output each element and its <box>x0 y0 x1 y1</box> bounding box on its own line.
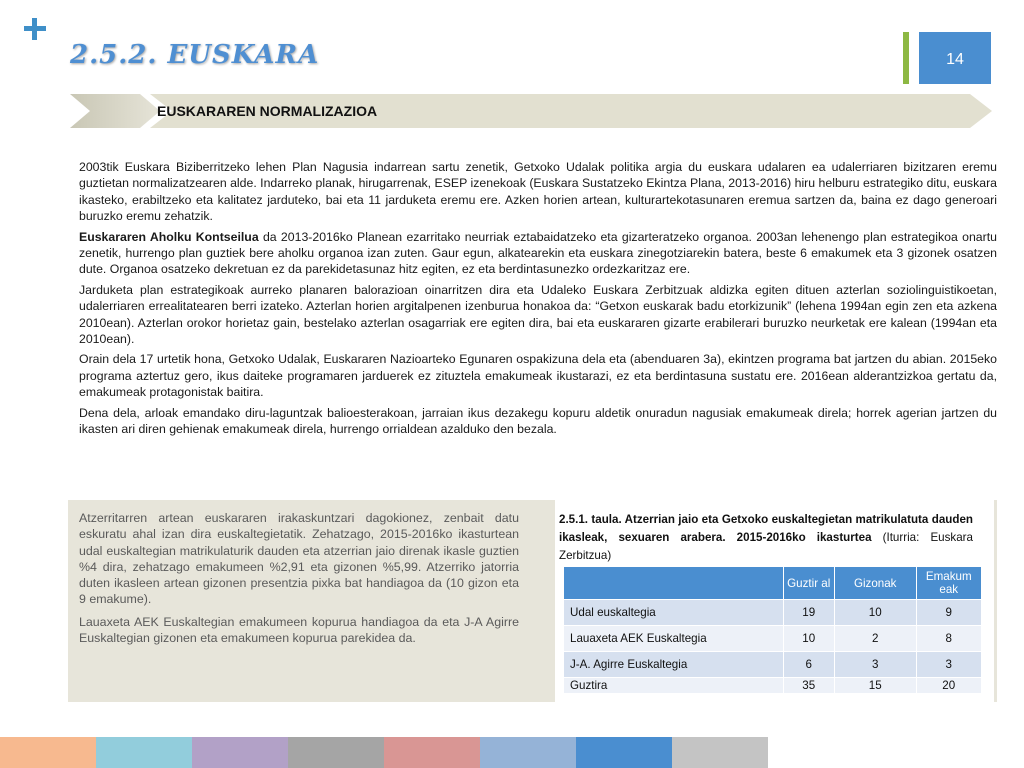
paragraph <box>79 229 997 278</box>
footer-color-block <box>384 737 480 768</box>
paragraph-text: da 2013-2016ko Planean ezarritako neurriak eztabaidatzeko eta gizarteratzeko organoa. 2003an lehenengo plan estrategikoa onartu zenetik, hurrengo plan guztiek bere aholku organoa izan zuten. Gaur egun, alkatearekin eta euskara zinegotziarekin batera, beste 6 emakumek eta 3 gizonek osatzen dute. Organoa osatzeko dekretuan ez da parekidetasunaz hitz egiten, ez eta berdintasunezko ordezkaritzaz ere. <box>79 229 997 277</box>
cell-women: 8 <box>916 626 982 652</box>
cell-name: Udal euskaltegia <box>564 600 784 626</box>
caption-source: (Iturria: Euskara Zerbitzua) <box>559 531 973 562</box>
paragraph: Jarduketa plan estrategikoak aurreko planaren balorazioan oinarritzen dira eta Udaleko Euskara Zerbitzuak aldizka egiten dituen azterlan soziolinguistikoetan, udalerriaren errealitatearen berri izateko. Azterlan horien argitalpenen izenburua honakoa da: “Getxon euskarak badu etorkizunik” (lehena 1994an egin zen eta azkena 2010ean). Azterlan orokor horietaz gain, bestelako azterlan osagarriak ere egiten dira, bai eta euskararen gizarte erabilerari buruzko neurketak ere kalean (1994an eta 2010ean). <box>79 282 997 347</box>
section-banner <box>70 94 992 128</box>
plus-icon <box>24 18 46 40</box>
students-table <box>563 566 982 694</box>
cell-men: 2 <box>834 626 916 652</box>
paragraph: Lauaxeta AEK Euskaltegian emakumeen kopurua handiagoa da eta J-A Agirre Euskaltegian gizonen eta emakumeen kopurua parekidea da. <box>79 614 519 646</box>
footer-color-block <box>672 737 768 768</box>
bold-term: Euskararen Aholku Kontseilua <box>79 229 259 244</box>
cell-name: Guztira <box>564 678 784 694</box>
paragraph: Orain dela 17 urtetik hona, Getxoko Udalak, Euskararen Nazioarteko Egunaren ospakizuna dela eta (abenduaren 3a), ekintzen programa bat jartzen du abian. 2015eko programa aztertuz gero, ikus daiteke programaren jarduerek ez zituztela emakumeak ikustarazi, ez eta berdintasuna sustatu ere. 2016ean alderantzizkoa gertatu da, emakumeak protagonistak baitira. <box>79 352 997 400</box>
cell-women: 3 <box>916 652 982 678</box>
cell-men: 10 <box>834 600 916 626</box>
footer-color-block <box>0 737 96 768</box>
table-row <box>564 600 982 626</box>
table-header-row <box>564 567 982 600</box>
paragraph: Atzerritarren artean euskararen irakaskuntzari dagokionez, zenbait datu eskuratu ahal izan dira euskaltegietatik. Zehatzago, 2015-2016ko ikasturtean udal euskaltegian matrikulaturik dauden eta atzerrian jaio direnak ikasle guztien %4 dira, zehatzago emakumeen %2,91 eta gizonen %5,99. Atzerriko jatorria duten ikasleen artean gizonen presentzia pixka bat handiagoa da (10 gizon eta 9 emakume). <box>79 511 519 607</box>
header-cell-name <box>564 567 784 600</box>
table-row <box>564 652 982 678</box>
cell-total: 6 <box>783 652 834 678</box>
caption-title: 2.5.1. taula. Atzerrian jaio eta Getxoko euskaltegietan matrikulatuta dauden ikasleak, sexuaren arabera. 2015-2016ko ikasturtea <box>559 513 973 544</box>
table-total-row <box>564 678 982 694</box>
footer-color-block <box>480 737 576 768</box>
body-text <box>79 159 997 442</box>
banner-chevron-icon <box>70 94 160 128</box>
header-cell-women: Emakum eak <box>916 567 982 600</box>
page-title: 2.5.2. EUSKARA <box>70 40 320 70</box>
cell-name: J-A. Agirre Euskaltegia <box>564 652 784 678</box>
paragraph: Dena dela, arloak emandako diru-laguntzak balioesterakoan, jarraian ikus dezakegu kopuru aldetik onuradun nagusiak emakumeak direla; horrek agerian jartzen du ikasten ari diren gehienak emakumeak direla, hurrengo orrialdean azalduko den bezala. <box>79 405 997 437</box>
paragraph: 2003tik Euskara Biziberritzeko lehen Plan Nagusia indarrean sartu zenetik, Getxoko Udalak politika argia du euskara udalaren ea udalerriaren bizitzaren eremu guztietan normalizatzearen alde. Indarreko planak, hirugarrenak, ESEP izenekoak (Euskara Sustatzeko Ekintza Plana, 2013-2016) hiru helburu estrategiko ditu, euskara ikasteko, erabiltzeko eta kalitatez jarduteko, bai eta 11 jarduketa eremu ere. Azken horien artean, kulturartekotasunaren eremua sartzen da, baina ez dago generoari buruzko eremu zehatzik. <box>79 160 997 224</box>
page-number: 14 <box>919 32 991 84</box>
section-heading: EUSKARAREN NORMALIZAZIOA <box>157 103 378 119</box>
table-caption <box>559 511 973 565</box>
cell-women: 9 <box>916 600 982 626</box>
accent-divider <box>903 32 909 84</box>
footer-color-block <box>576 737 672 768</box>
footer-color-strip <box>0 737 768 768</box>
header-cell-total: Guztir al <box>783 567 834 600</box>
table-row <box>564 626 982 652</box>
footer-color-block <box>288 737 384 768</box>
footer-color-block <box>192 737 288 768</box>
footer-color-block <box>96 737 192 768</box>
cell-total: 35 <box>783 678 834 694</box>
highlight-text <box>79 510 519 652</box>
header-cell-men: Gizonak <box>834 567 916 600</box>
cell-total: 19 <box>783 600 834 626</box>
cell-men: 15 <box>834 678 916 694</box>
cell-women: 20 <box>916 678 982 694</box>
cell-total: 10 <box>783 626 834 652</box>
cell-men: 3 <box>834 652 916 678</box>
cell-name: Lauaxeta AEK Euskaltegia <box>564 626 784 652</box>
